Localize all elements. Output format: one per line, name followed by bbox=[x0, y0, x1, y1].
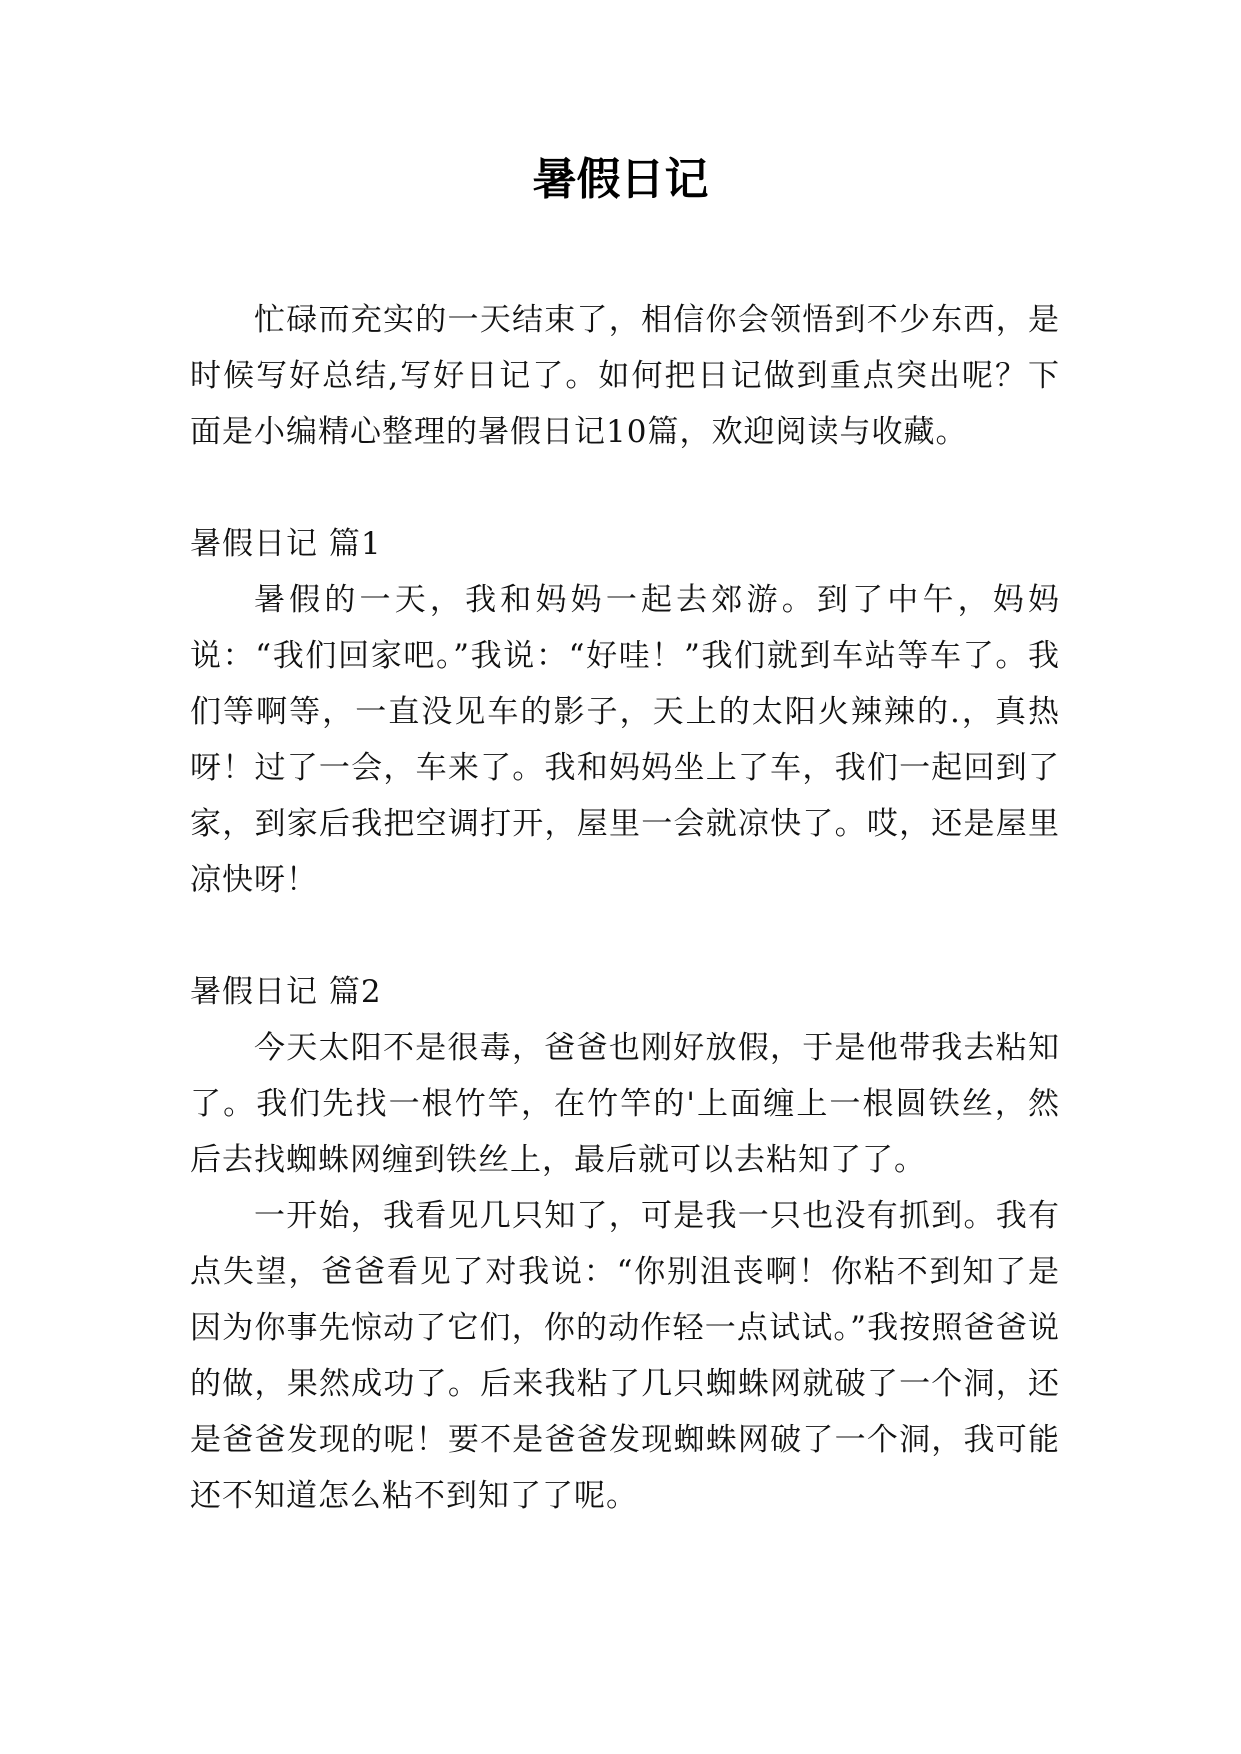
section-heading: 暑假日记 篇1 bbox=[190, 526, 382, 562]
section-2 bbox=[190, 964, 1060, 1524]
section-paragraph: 今天太阳不是很毒，爸爸也刚好放假，于是他带我去粘知了。我们先找一根竹竿，在竹竿的'上面缠上一根圆铁丝，然后去找蜘蛛网缠到铁丝上，最后就可以去粘知了了。 bbox=[190, 1030, 1060, 1178]
document-title: 暑假日记 bbox=[532, 154, 709, 205]
section-heading: 暑假日记 篇2 bbox=[190, 974, 382, 1010]
document-body bbox=[190, 292, 1060, 1524]
section-spacer bbox=[190, 460, 1060, 516]
section-1 bbox=[190, 516, 1060, 908]
section-paragraph: 暑假的一天，我和妈妈一起去郊游。到了中午，妈妈说：“我们回家吧。”我说：“好哇！”我们就到车站等车了。我们等啊等，一直没见车的影子，天上的太阳火辣辣的.，真热呀！过了一会，车来了。我和妈妈坐上了车，我们一起回到了家，到家后我把空调打开，屋里一会就凉快了。哎，还是屋里凉快呀！ bbox=[190, 582, 1060, 898]
intro-paragraph: 忙碌而充实的一天结束了，相信你会领悟到不少东西，是时候写好总结,写好日记了。如何把日记做到重点突出呢？下面是小编精心整理的暑假日记10篇，欢迎阅读与收藏。 bbox=[190, 302, 1060, 450]
section-paragraph: 一开始，我看见几只知了，可是我一只也没有抓到。我有点失望，爸爸看见了对我说：“你别沮丧啊！你粘不到知了是因为你事先惊动了它们，你的动作轻一点试试。”我按照爸爸说的做，果然成功了。后来我粘了几只蜘蛛网就破了一个洞，还是爸爸发现的呢！要不是爸爸发现蜘蛛网破了一个洞，我可能还不知道怎么粘不到知了了呢。 bbox=[190, 1198, 1060, 1514]
section-spacer bbox=[190, 908, 1060, 964]
